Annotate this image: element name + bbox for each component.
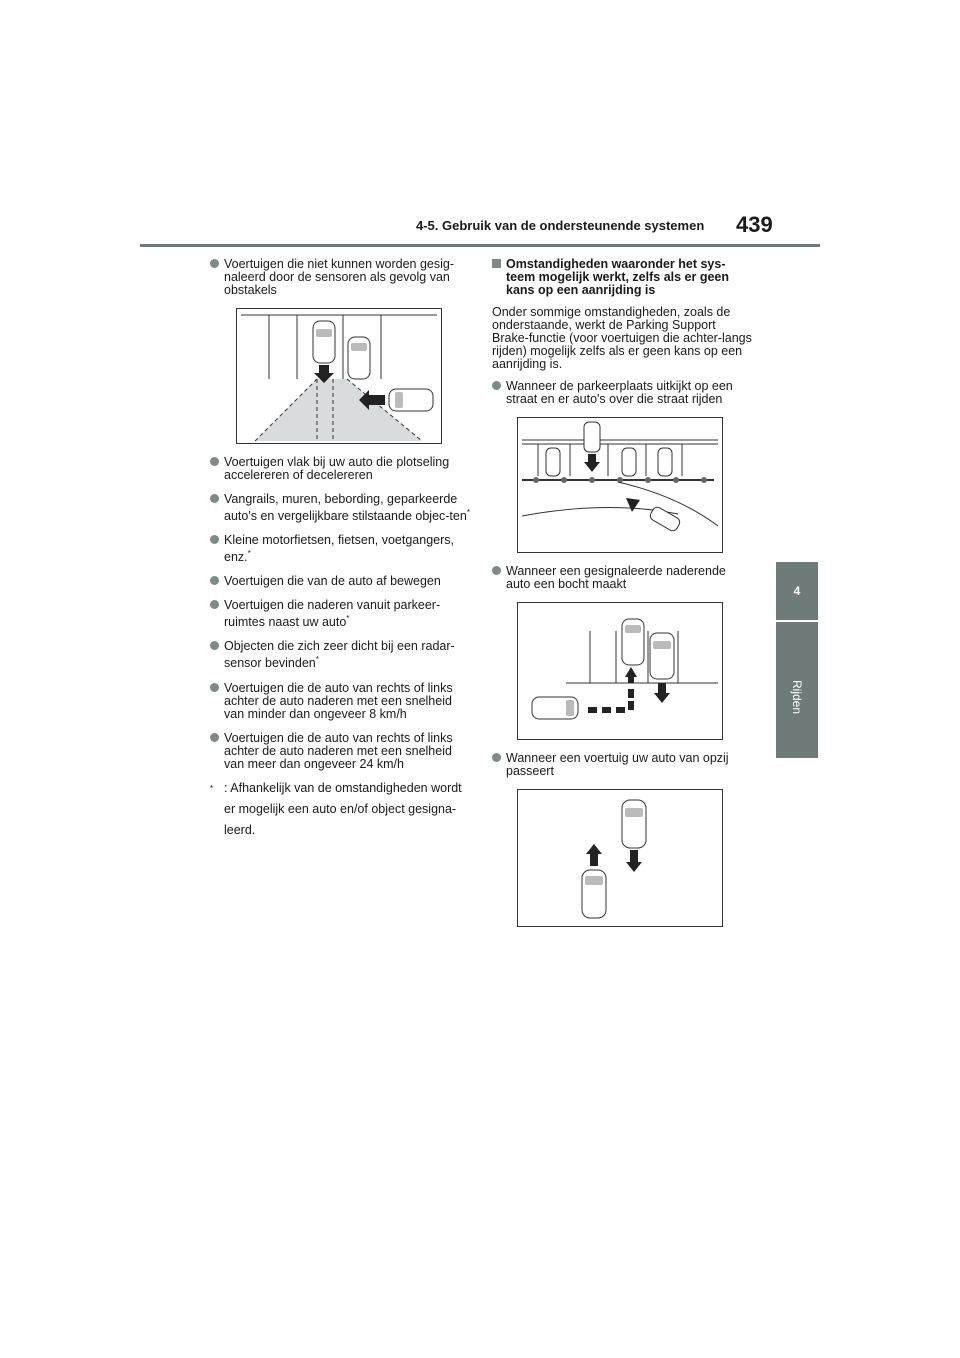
bullet-icon (210, 600, 219, 609)
list-item (210, 258, 470, 297)
list-item (210, 640, 470, 670)
parked-car (658, 448, 672, 476)
bullet-icon (210, 641, 219, 650)
list-item-text: Voertuigen die de auto van rechts of links achter de auto naderen met een snelheid van minder dan ongeveer 8 km/h (224, 680, 453, 721)
figure-side-pass (517, 789, 723, 927)
own-car (584, 422, 600, 452)
header-rule (140, 244, 820, 247)
list-item-text: Voertuigen die van de auto af bewegen (224, 574, 441, 589)
list-item (492, 565, 752, 591)
list-item (492, 380, 752, 406)
list-item (492, 752, 752, 778)
list-item (210, 534, 470, 564)
passing-car (649, 505, 682, 532)
list-item (210, 456, 470, 482)
arrow-down-icon (654, 683, 670, 703)
bullet-icon (210, 535, 219, 544)
passing-car-window (585, 876, 603, 885)
own-car (650, 633, 674, 679)
parked-car-window (625, 625, 641, 633)
list-item-text: Wanneer de parkeerplaats uitkijkt op een straat en er auto's over die straat rijden (506, 379, 733, 406)
figure-obstacles (236, 308, 442, 444)
parked-car-window (351, 343, 367, 351)
list-item (210, 732, 470, 771)
list-item-text: Voertuigen die de auto van rechts of links achter de auto naderen met een snelheid van meer dan ongeveer 24 km/h (224, 730, 453, 771)
own-car (313, 321, 335, 363)
subsection-heading (492, 258, 752, 297)
bullet-icon (210, 259, 219, 268)
arrow-down-icon (626, 850, 642, 872)
footnote-star: * (466, 508, 470, 517)
figure-street-traffic (517, 417, 723, 553)
list-item-text: Objecten die zich zeer dicht bij een radar-sensor bevinden (224, 639, 455, 671)
turn-path-dashes (588, 677, 634, 713)
list-item (210, 599, 470, 629)
footnote-mark: * (210, 783, 214, 793)
parked-car (622, 448, 636, 476)
arrow-up-icon (625, 667, 637, 677)
bullet-icon (210, 683, 219, 692)
bullet-icon (210, 733, 219, 742)
bullet-icon (210, 457, 219, 466)
square-bullet-icon (492, 259, 501, 268)
list-item (210, 575, 470, 588)
list-item-text: Voertuigen vlak bij uw auto die plotseling accelereren of decelereren (224, 455, 450, 482)
arrow-down-icon (584, 454, 600, 472)
parked-car (546, 448, 560, 476)
chapter-label: Rijden (790, 679, 804, 715)
bullet-icon (210, 576, 219, 585)
list-item (210, 682, 470, 721)
bullet-icon (210, 494, 219, 503)
left-column (210, 258, 470, 841)
approaching-car-window (395, 392, 403, 408)
footnote-star: * (315, 655, 319, 665)
figure-turning-car (517, 602, 723, 740)
own-car-window (316, 329, 332, 337)
chapter-tab: 4 (776, 562, 818, 620)
list-item-text: Kleine motorfietsen, fietsen, voetgangers, enz. (224, 533, 454, 565)
page-number: 439 (736, 212, 773, 237)
list-item-text: Wanneer een voertuig uw auto van opzij passeert (506, 751, 729, 778)
own-car (622, 800, 646, 848)
sensor-zone-left (255, 379, 333, 441)
list-item-text: Voertuigen die niet kunnen worden gesig-naleerd door de sensoren als gevolg van obstakels (224, 257, 455, 297)
bullet-icon (492, 753, 501, 762)
bullet-icon (492, 381, 501, 390)
arrow-up-left-icon (626, 498, 644, 512)
footnote (210, 778, 470, 841)
turning-car-window (566, 700, 574, 716)
list-item (210, 493, 470, 523)
intro-paragraph: Onder sommige omstandigheden, zoals de onderstaande, werkt de Parking Support Brake-functie (voor voertuigen die achter-langs rijden) mogelijk zelfs als er geen kans op een aanrijding is. (492, 305, 752, 371)
list-item-text: Vangrails, muren, bebording, geparkeerde auto's en vergelijkbare stilstaande objec-ten (224, 492, 467, 524)
right-column (492, 258, 752, 939)
section-title: 4-5. Gebruik van de ondersteunende systemen (416, 218, 705, 233)
bullet-icon (492, 566, 501, 575)
footnote-star: * (346, 614, 350, 624)
list-item-text: Wanneer een gesignaleerde naderende auto een bocht maakt (506, 564, 726, 591)
subsection-heading-text: Omstandigheden waaronder het sys-teem mogelijk werkt, zelfs als er geen kans op een aanrijding is (506, 257, 730, 297)
arrow-up-icon (586, 844, 602, 866)
footnote-text: : Afhankelijk van de omstandigheden wordt er mogelijk een auto en/of object gesigna-leerd. (224, 780, 462, 837)
footnote-star: * (247, 549, 251, 559)
own-car-window (625, 808, 643, 817)
own-car-window (653, 641, 671, 649)
list-item-text: Voertuigen die naderen vanuit parkeer-ruimtes naast uw auto (224, 598, 441, 630)
